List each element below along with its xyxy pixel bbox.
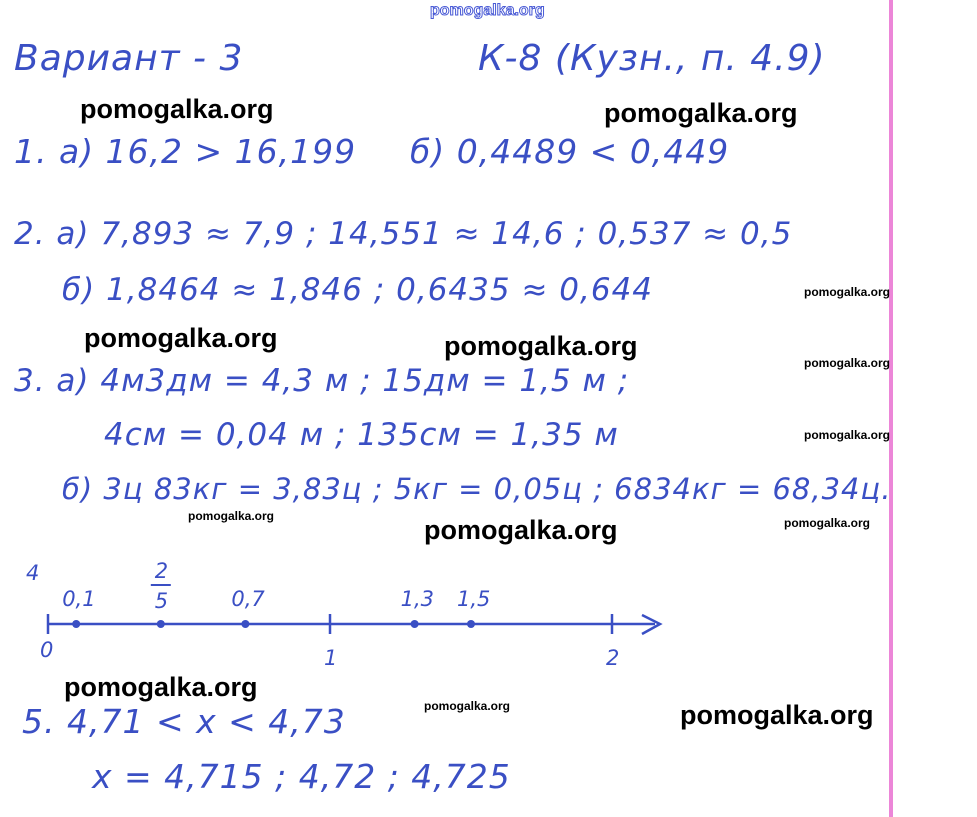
watermark: pomogalka.org [80, 94, 274, 124]
watermark: pomogalka.org [188, 509, 275, 523]
number-line-diagram [0, 540, 700, 670]
watermark: pomogalka.org [804, 428, 891, 442]
number-line-point [157, 620, 165, 628]
variant-title: Вариант - 3 [14, 38, 244, 79]
task3-a-line2: 4см = 0,04 м ; 135см = 1,35 м [104, 417, 619, 453]
number-line-point [411, 620, 419, 628]
point-label: 0,7 [231, 587, 265, 611]
point-label-numerator: 2 [154, 559, 169, 583]
page-margin-line [889, 0, 893, 817]
number-line-point [241, 620, 249, 628]
number-line-point [72, 620, 80, 628]
point-label-denominator: 5 [154, 589, 169, 613]
task2-b: б) 1,8464 ≈ 1,846 ; 0,6435 ≈ 0,644 [62, 272, 654, 308]
tick-label: 2 [606, 646, 620, 670]
task2-a: 2. а) 7,893 ≈ 7,9 ; 14,551 ≈ 14,6 ; 0,537 ≈ 0,5 [14, 216, 793, 252]
watermark: pomogalka.org [804, 285, 891, 299]
number-line-point [467, 620, 475, 628]
task4-number: 4 [26, 561, 40, 585]
point-label: 1,3 [400, 587, 435, 611]
origin-label: 0 [40, 638, 54, 662]
tick-label: 1 [324, 646, 338, 670]
task5-line1: 5. 4,71 < x < 4,73 [22, 702, 346, 741]
watermark: pomogalka.org [784, 516, 871, 530]
task1-b: б) 0,4489 < 0,449 [410, 132, 730, 171]
watermark: pomogalka.org [680, 700, 874, 730]
watermark: pomogalka.org [424, 699, 511, 713]
point-label: 1,5 [457, 587, 491, 611]
task1-a: 1. а) 16,2 > 16,199 [14, 132, 357, 171]
top-watermark: pomogalka.org [430, 2, 545, 19]
watermark: pomogalka.org [424, 515, 618, 545]
watermark: pomogalka.org [84, 323, 278, 353]
assignment-reference: К-8 (Кузн., п. 4.9) [478, 38, 826, 79]
watermark: pomogalka.org [804, 356, 891, 370]
point-label: 0,1 [62, 587, 96, 611]
watermark: pomogalka.org [604, 98, 798, 128]
task3-b: б) 3ц 83кг = 3,83ц ; 5кг = 0,05ц ; 6834кг = 68,34ц. [62, 472, 892, 506]
watermark: pomogalka.org [444, 331, 638, 361]
task5-line2: x = 4,715 ; 4,72 ; 4,725 [92, 757, 511, 796]
watermark: pomogalka.org [64, 672, 258, 702]
task3-a-line1: 3. а) 4м3дм = 4,3 м ; 15дм = 1,5 м ; [14, 363, 630, 399]
